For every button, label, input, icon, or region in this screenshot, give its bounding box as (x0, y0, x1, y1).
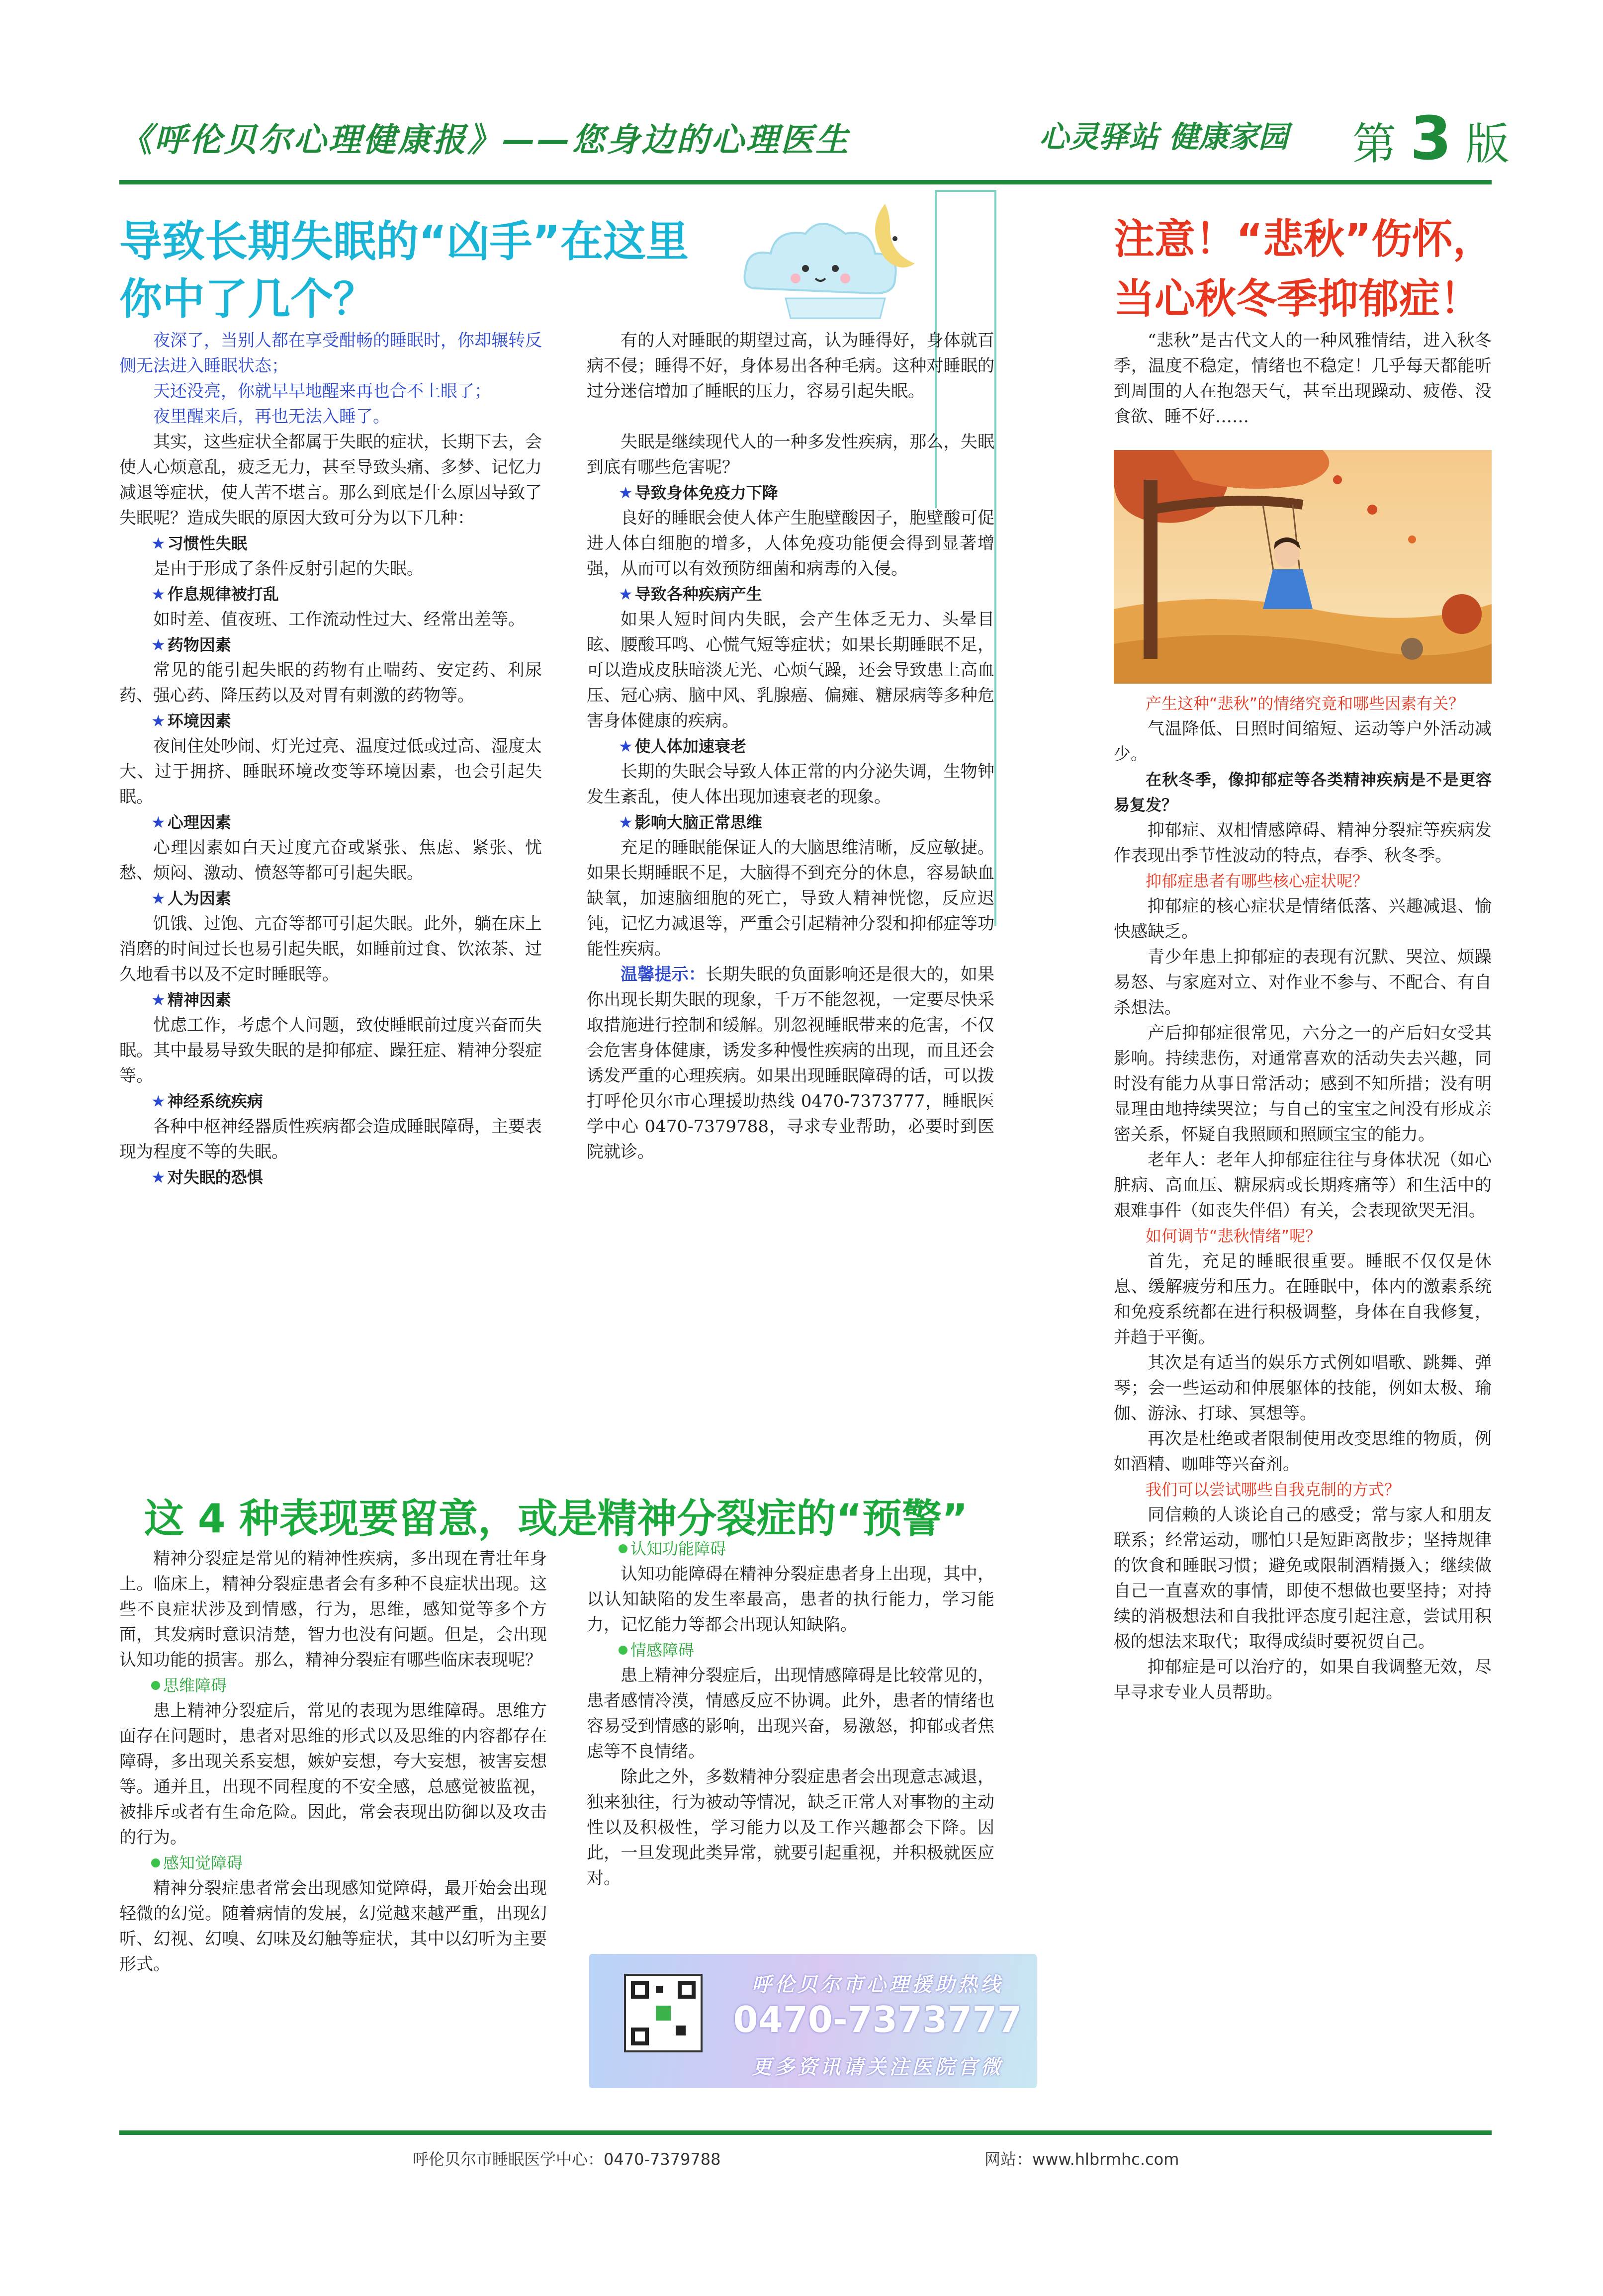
cause-text: 各种中枢神经器质性疾病都会造成睡眠障碍，主要表现为程度不等的失眠。 (119, 1117, 542, 1162)
version-number: 3 (1410, 104, 1452, 174)
cause-text: 如时差、值夜班、工作流动性过大、经常出差等。 (153, 610, 525, 629)
answer-text: 其次是有适当的娱乐方式例如唱歌、跳舞、弹琴；会一些运动和伸展躯体的技能，例如太极、瑜伽、游泳、打球、冥想等。 (1114, 1353, 1492, 1423)
header-rule (119, 180, 1492, 184)
cause-heading: ★ 药物因素 (151, 635, 231, 654)
bullet-dot-icon (619, 1544, 627, 1553)
cause-text: 心理因素如白天过度亢奋或紧张、焦虑、紧张、忧愁、烦闷、激动、愤怒等都可引起失眠。 (119, 838, 542, 883)
cause-heading: ★ 习惯性失眠 (151, 534, 247, 553)
harm-heading: ★ 导致身体免疫力下降 (619, 483, 778, 502)
article2-title-line1: 注意！“悲秋”伤怀， (1114, 216, 1494, 263)
body-paragraph: 精神分裂症是常见的精神性疾病，多出现在青壮年身上。临床上，精神分裂症患者会有多种不良症状出现。这些不良症状涉及到情感，行为，思维，感知觉等多个方面，其发病时意识清楚，智力也没有问题。但是，会出现认知功能的损害。那么，精神分裂症有哪些临床表现呢？ (119, 1549, 547, 1670)
answer-text: 抑郁症是可以治疗的，如果自我调整无效，尽早寻求专业人员帮助。 (1114, 1657, 1492, 1702)
hotline-subtitle: 更多资讯请关注医院官微 (752, 2056, 1003, 2079)
question-heading: 产生这种“悲秋”的情绪究竟和哪些因素有关？ (1146, 694, 1465, 713)
harm-heading: ★ 导致各种疾病产生 (619, 585, 762, 604)
bullet-dot-icon (151, 1858, 160, 1867)
harm-text: 充足的睡眠能保证人的大脑思维清晰，反应敏捷。如果长期睡眠不足，大脑得不到充分的休息，容易缺血缺氧，加速脑细胞的死亡，导致人精神恍惚，反应迟钝，记忆力减退等，严重会引起精神分裂和抑郁症等功能性疾病。 (587, 838, 994, 959)
cause-text: 夜间住处吵闹、灯光过亮、温度过低或过高、湿度太大、过于拥挤、睡眠环境改变等环境因素，也会引起失眠。 (119, 736, 542, 807)
hotline-title: 呼伦贝尔市心理援助热线 (752, 1973, 1003, 1996)
article1-column2 (587, 328, 994, 1165)
intro-line: 天还没亮，你就早早地醒来再也合不上眼了； (153, 381, 491, 401)
footer-rule (119, 2130, 1492, 2135)
body-paragraph: 其实，这些症状全都属于失眠的症状，长期下去，会使人心烦意乱，疲乏无力，甚至导致头痛、多梦、记忆力减退等症状，使人苦不堪言。那么到底是什么原因导致了失眠呢？造成失眠的原因大致可分为以下几种： (119, 432, 542, 528)
tip-label: 温馨提示： (621, 965, 706, 984)
answer-text: 青少年患上抑郁症的表现有沉默、哭泣、烦躁易怒、与家庭对立、对作业不参与、不配合、有自杀想法。 (1114, 947, 1492, 1018)
symptom-heading: 感知觉障碍 (119, 1851, 547, 1876)
body-paragraph: 失眠是继续现代人的一种多发性疾病，那么，失眠到底有哪些危害呢？ (587, 432, 994, 477)
hotline-banner (589, 1954, 1037, 2088)
cause-heading: ★ 神经系统疾病 (151, 1092, 263, 1111)
harm-text: 长期的失眠会导致人体正常的内分泌失调，生物钟发生紊乱，使人体出现加速衰老的现象。 (587, 762, 994, 807)
footer-contact: 呼伦贝尔市睡眠医学中心：0470-7379788 (413, 2150, 721, 2169)
hotline-phone: 0470-7373777 (733, 1999, 1022, 2040)
cause-heading: ★ 精神因素 (151, 990, 231, 1009)
question-heading: 抑郁症患者有哪些核心症状呢？ (1146, 872, 1369, 890)
body-paragraph: 除此之外，多数精神分裂症患者会出现意志减退，独来独往，行为被动等情况，缺乏正常人对事物的主动性以及积极性，学习能力以及工作兴趣都会下降。因此，一旦发现此类异常，就要引起重视，并积极就医应对。 (587, 1767, 994, 1888)
harm-text: 如果人短时间内失眠，会产生体乏无力、头晕目眩、腰酸耳鸣、心慌气短等症状；如果长期睡眠不足，可以造成皮肤暗淡无光、心烦气躁，还会导致患上高血压、冠心病、脑中风、乳腺癌、偏瘫、糖尿病等多种危害身体健康的疾病。 (587, 610, 994, 731)
article3-column1 (119, 1546, 547, 1977)
cause-heading: ★ 心理因素 (151, 813, 231, 832)
answer-text: 气温降低、日照时间缩短、运动等户外活动减少。 (1114, 719, 1492, 764)
article2-body (1114, 691, 1492, 1705)
answer-text: 产后抑郁症很常见，六分之一的产后妇女受其影响。持续悲伤，对通常喜欢的活动失去兴趣，同时没有能力从事日常活动；感到不知所措；没有明显理由地持续哭泣；与自己的宝宝之间没有形成亲密关系，怀疑自我照顾和照顾宝宝的能力。 (1114, 1023, 1492, 1145)
intro-paragraph: 夜深了，当别人都在享受酣畅的睡眠时，你却辗转反侧无法进入睡眠状态； (119, 331, 542, 376)
frame-right-line (994, 190, 996, 926)
question-heading: 在秋冬季，像抑郁症等各类精神疾病是不是更容易复发？ (1114, 770, 1492, 814)
masthead-slogan: 心灵驿站 健康家园 (1039, 120, 1288, 155)
cause-text: 饥饿、过饱、亢奋等都可引起失眠。此外，躺在床上消磨的时间过长也易引起失眠，如睡前过食、饮浓茶、过久地看书以及不定时睡眠等。 (119, 914, 542, 984)
tip-text: 长期失眠的负面影响还是很大的，如果你出现长期失眠的现象，千万不能忽视，一定要尽快采取措施进行控制和缓解。别忽视睡眠带来的危害，不仅会危害身体健康，诱发多种慢性疾病的出现，而且还会诱发严重的心理疾病。如果出现睡眠障碍的话，可以拨打呼伦贝尔市心理援助热线 0470-7373777，睡眠医学中心 0470-7379788，寻求专业帮助，必要时到医院就诊。 (587, 965, 994, 1162)
cause-text: 常见的能引起失眠的药物有止喘药、安定药、利尿药、强心药、降压药以及对胃有刺激的药物等。 (119, 660, 542, 706)
version-prefix: 第 (1352, 118, 1397, 170)
article3-title: 这 4 种表现要留意，或是精神分裂症的“预警” (144, 1496, 968, 1542)
cause-heading: ★ 人为因素 (151, 889, 231, 908)
qr-code (624, 1974, 703, 2052)
cause-heading: ★ 作息规律被打乱 (151, 585, 279, 604)
symptom-text: 认知功能障碍在精神分裂症患者身上出现，其中，以认知缺陷的发生率最高，患者的执行能力，学习能力，记忆能力等都会出现认知缺陷。 (587, 1564, 994, 1635)
symptom-text: 患上精神分裂症后，常见的表现为思维障碍。思维方面存在问题时，患者对思维的形式以及思维的内容都存在障碍，多出现关系妄想，嫉妒妄想，夸大妄想，被害妄想等。通并且，出现不同程度的不安全感，总感觉被监视，被排斥或者有生命危险。因此，常会表现出防御以及攻击的行为。 (119, 1701, 547, 1848)
article1-title-line1: 导致长期失眠的“凶手”在这里 (119, 217, 689, 266)
symptom-text: 精神分裂症患者常会出现感知觉障碍，最开始会出现轻微的幻觉。随着病情的发展，幻觉越来越严重，出现幻听、幻视、幻嗅、幻味及幻触等症状，其中以幻听为主要形式。 (119, 1878, 547, 1974)
article2-title-line2: 当心秋冬季抑郁症！ (1114, 275, 1481, 323)
answer-text: 抑郁症的核心症状是情绪低落、兴趣减退、愉快感缺乏。 (1114, 896, 1492, 942)
body-paragraph: 有的人对睡眠的期望过高，认为睡得好，身体就百病不侵；睡得不好，身体易出各种毛病。这种对睡眠的过分迷信增加了睡眠的压力，容易引起失眠。 (587, 331, 994, 401)
question-heading: 我们可以尝试哪些自我克制的方式？ (1146, 1480, 1401, 1499)
page-number (1352, 104, 1510, 174)
body-paragraph: “悲秋”是古代文人的一种风雅情结，进入秋冬季，温度不稳定，情绪也不稳定！几乎每天都能听到周围的人在抱怨天气，甚至出现躁动、疲倦、没食欲、睡不好…… (1114, 331, 1492, 427)
harm-text: 良好的睡眠会使人体产生胞壁酸因子，胞壁酸可促进人体白细胞的增多，人体免疫功能便会得到显著增强，从而可以有效预防细菌和病毒的入侵。 (587, 508, 994, 579)
symptom-heading: 思维障碍 (119, 1673, 547, 1698)
symptom-text: 患上精神分裂症后，出现情感障碍是比较常见的，患者感情冷漠，情感反应不协调。此外，患者的情绪也容易受到情感的影响，出现兴奋，易激怒，抑郁或者焦虑等不良情绪。 (587, 1666, 994, 1762)
footer-website: 网站：www.hlbrmhc.com (984, 2150, 1179, 2169)
answer-text: 老年人：老年人抑郁症往往与身体状况（如心脏病、高血压、糖尿病或长期疼痛等）和生活中的艰难事件（如丧失伴侣）有关，会表现欲哭无泪。 (1114, 1150, 1492, 1221)
bullet-dot-icon (151, 1681, 160, 1690)
symptom-heading: 情感障碍 (587, 1638, 994, 1663)
question-heading: 如何调节“悲秋情绪”呢？ (1146, 1227, 1322, 1245)
cause-heading: ★ 环境因素 (151, 711, 231, 730)
symptom-heading: 认知功能障碍 (587, 1536, 994, 1562)
article3-column2 (587, 1536, 994, 1891)
frame-top-line (935, 190, 996, 192)
tip-paragraph (587, 962, 994, 1165)
autumn-swing-illustration (1114, 450, 1492, 684)
harm-heading: ★ 使人体加速衰老 (619, 737, 746, 756)
article1-column1 (119, 328, 542, 1190)
cause-text: 是由于形成了条件反射引起的失眠。 (153, 559, 424, 579)
masthead-title: 《呼伦贝尔心理健康报》——您身边的心理医生 (119, 121, 850, 159)
answer-text: 同信赖的人谈论自己的感受；常与家人和朋友联系；经常运动，哪怕只是短距离散步；坚持规律的饮食和睡眠习惯；避免或限制酒精摄入；继续做自己一直喜欢的事情，即使不想做也要坚持；对持续的消极想法和自我批评态度引起注意，尝试用积极的想法来取代；取得成绩时要祝贺自己。 (1114, 1505, 1492, 1652)
intro-line: 夜里醒来后，再也无法入睡了。 (153, 407, 390, 427)
cause-heading: ★ 对失眠的恐惧 (151, 1168, 263, 1187)
article1-title-line2: 你中了几个？ (119, 274, 376, 324)
answer-text: 首先，充足的睡眠很重要。睡眠不仅仅是休息、缓解疲劳和压力。在睡眠中，体内的激素系统和免疫系统都在进行积极调整，身体在自我修复，并趋于平衡。 (1114, 1251, 1492, 1347)
bullet-dot-icon (619, 1646, 627, 1655)
cause-text: 忧虑工作，考虑个人问题，致使睡眠前过度兴奋而失眠。其中最易导致失眠的是抑郁症、躁狂症、精神分裂症等。 (119, 1015, 542, 1086)
answer-text: 再次是杜绝或者限制使用改变思维的物质，例如酒精、咖啡等兴奋剂。 (1114, 1429, 1492, 1474)
cloud-moon-illustration (736, 199, 945, 323)
harm-heading: ★ 影响大脑正常思维 (619, 813, 762, 832)
version-suffix: 版 (1465, 118, 1510, 170)
answer-text: 抑郁症、双相情感障碍、精神分裂症等疾病发作表现出季节性波动的特点，春季、秋冬季。 (1114, 820, 1492, 866)
article2-intro (1114, 328, 1492, 430)
